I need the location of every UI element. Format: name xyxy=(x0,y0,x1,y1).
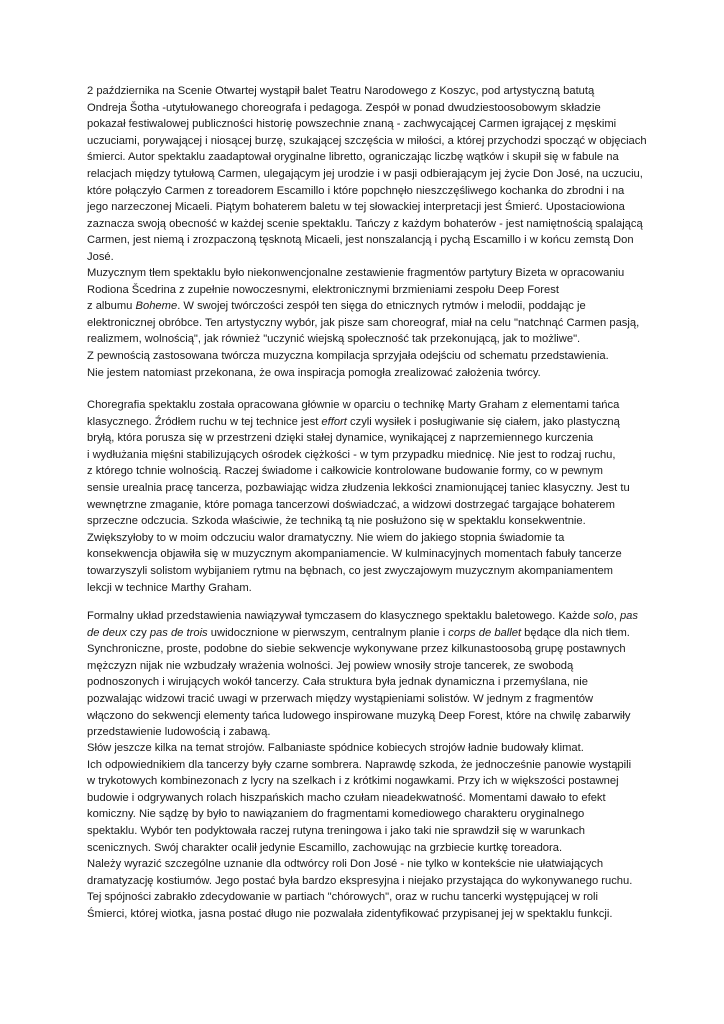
text-line xyxy=(87,133,647,150)
text-line xyxy=(87,773,647,790)
text-line xyxy=(87,513,647,530)
text-run: Formalny układ przedstawienia nawiązywał tymczasem do klasycznego spektaklu baletowego. Każde xyxy=(87,610,594,622)
text-run: Carmen, jest niemą i zrozpaczoną tęsknotą Micaeli, jest nonszalancją i pychą Escamillo i w końcu zemstą Don xyxy=(87,234,634,247)
text-line xyxy=(87,580,647,597)
text-line xyxy=(87,873,647,890)
paragraph-music xyxy=(87,265,647,381)
paragraph-formal-structure xyxy=(87,608,647,741)
text-run: czy xyxy=(126,626,150,639)
text-line xyxy=(87,463,647,480)
text-run: wewnętrzne zmaganie, które pomaga tancerzowi doświadczać, a widzowi dostrzegać targające bohaterem xyxy=(87,498,615,511)
text-line xyxy=(87,414,647,431)
text-run: Należy wyrazić szczególne uznanie dla odtwórcy roli Don José - nie tylko w kontekście nie ułatwiających xyxy=(87,858,604,871)
text-run: Zwiększyłoby to w moim odczuciu walor dramatyczny. Nie wiem do jakiego stopnia świadomie ta xyxy=(87,531,565,544)
text-line xyxy=(87,641,647,658)
text-line xyxy=(87,282,647,299)
text-line xyxy=(87,563,647,580)
text-run: konsekwencja objawiła się w muzycznym akompaniamencie. W kulminacyjnych momentach fabuły tancerze xyxy=(87,548,622,561)
text-run: uczuciami, porywającej i niosącej burzę, szukającej szczęścia w miłości, a której przychodzi spocząć w objęciach xyxy=(87,134,647,147)
italic-term: de deux xyxy=(87,626,127,639)
text-run: sensie urealnia pracę tancerza, pozbawiając widza złudzenia lekkości znamionującej taniec klasyczny. Jest tu xyxy=(87,481,630,494)
text-line xyxy=(87,757,647,774)
text-line xyxy=(87,480,647,497)
text-run: dramatyzację kostiumów. Jego postać była bardzo ekspresyjna i niejako przystająca do wykonywanego ruchu. xyxy=(87,874,633,887)
text-run: będące dla nich tłem. xyxy=(521,626,630,639)
text-run: klasycznego. Źródłem ruchu w tej technice jest xyxy=(87,415,322,428)
text-run: Tej spójności zabrakło zdecydowanie w partiach "chórowych", oraz w ruchu tancerki występującej w roli xyxy=(87,891,598,904)
text-line xyxy=(87,790,647,807)
text-line xyxy=(87,199,647,216)
text-run: jego narzeczonej Micaeli. Piątym bohaterem baletu w tej słowackiej interpretacji jest Śmierć. Upostaciowiona xyxy=(87,201,625,214)
text-run: . W swojej twórczości zespół ten sięga do etnicznych rytmów i melodii, poddając je xyxy=(177,300,586,313)
text-run: Ondreja Šotha -utytułowanego choreografa i pedagoga. Zespół w ponad dwudziestoosobowym składzie xyxy=(87,101,601,114)
italic-term: effort xyxy=(321,415,347,428)
text-run: Słów jeszcze kilka na temat strojów. Falbaniaste spódnice kobiecych strojów ładnie budowały klimat. xyxy=(87,742,584,754)
text-run: które połączyło Carmen z toreadorem Escamillo i które popchnęło nieszczęśliwego kochanka do zbrodni i na xyxy=(87,184,625,197)
text-line xyxy=(87,216,647,233)
text-line xyxy=(87,83,647,100)
text-line xyxy=(87,100,647,117)
text-run: Muzycznym tłem spektaklu było niekonwencjonalne zestawienie fragmentów partytury Bizeta w opracowaniu xyxy=(87,267,625,279)
text-run: zaznacza swoją obecność w każdej scenie spektaklu. Tańczy z każdym bohaterów - jest namiętnością spalającą xyxy=(87,217,643,230)
text-line xyxy=(87,497,647,514)
italic-term: solo xyxy=(593,610,614,622)
text-line xyxy=(87,331,647,348)
text-run: Śmierci, której wiotka, jasna postać długo nie pozwalała zidentyfikować przypisanej jej w spektaklu funkcji. xyxy=(87,907,613,920)
text-line xyxy=(87,674,647,691)
text-line xyxy=(87,265,647,282)
text-run: włączono do sekwencji elementy tańca ludowego inspirowane muzyką Deep Forest, które na chwilę zabarwiły xyxy=(87,709,631,722)
text-run: sprzeczne odczucia. Szkoda właściwie, że techniką tą nie posłużono się w spektaklu konsekwentnie. xyxy=(87,515,586,528)
text-line xyxy=(87,430,647,447)
text-run: pozwalając widzowi tracić uwagi w przerwach między wystąpieniami solistów. W jednym z fragmentów xyxy=(87,692,594,705)
text-line xyxy=(87,397,647,414)
text-run: i wydłużania mięśni stabilizujących ośrodek ciężkości - w tym przypadku miednicę. Nie jest to rodzaj ruchu, xyxy=(87,448,616,461)
text-line xyxy=(87,658,647,675)
text-line xyxy=(87,625,647,642)
text-run: uwidocznione w pierwszym, centralnym planie i xyxy=(207,626,449,639)
text-line xyxy=(87,116,647,133)
text-run: spektaklu. Wybór ten podyktowała raczej rutyna treningowa i jako taki nie sprawdził się w warunkach xyxy=(87,824,585,837)
text-run: komiczny. Nie sądzę by było to nawiązaniem do fragmentami komediowego charakteru oryginalnego xyxy=(87,808,585,821)
italic-term: corps de ballet xyxy=(448,626,522,639)
text-line xyxy=(87,249,647,266)
text-run: mężczyzn nijak nie wzbudzały wrażenia wolności. Jej powiew wnosiły stroje tancerek, ze swobodą xyxy=(87,659,574,672)
text-run: elektronicznej obróbce. Ten artystyczny wybór, jak pisze sam choreograf, miał na celu "natchnąć Carmen pasją, xyxy=(87,316,640,329)
text-run: scenicznych. Swój charakter ocalił jedynie Escamillo, zachowując na grzbiecie kurtkę toreadora. xyxy=(87,841,563,854)
text-run: podnoszonych i wirujących wokół tancerzy. Cała struktura była jednak dynamiczna i przemyślana, nie xyxy=(87,676,588,689)
text-line xyxy=(87,149,647,166)
text-line xyxy=(87,608,647,625)
text-line xyxy=(87,232,647,249)
text-run: realizmem, wolnością", jak również "uczynić wiejską społeczność tak przekonującą, jak to możliwe". xyxy=(87,333,581,346)
italic-term: Boheme xyxy=(135,300,178,313)
text-run: Nie jestem natomiast przekonana, że owa inspiracja pomogła zrealizować założenia twórcy. xyxy=(87,366,541,379)
text-run: przedstawienie ludowością i zabawą. xyxy=(87,726,271,739)
text-line xyxy=(87,530,647,547)
paragraph-costumes xyxy=(87,740,647,923)
text-run: z albumu xyxy=(87,300,136,313)
text-line xyxy=(87,708,647,725)
text-line xyxy=(87,546,647,563)
italic-term: pas xyxy=(619,610,638,622)
text-run: towarzyszyli solistom wybijaniem rytmu na bębnach, co jest zwyczajowym muzycznym akompaniamentem xyxy=(87,564,613,577)
text-run: Z pewnością zastosowana twórcza muzyczna kompilacja sprzyjała odejściu od schematu przedstawienia. xyxy=(87,349,609,362)
italic-term: pas de trois xyxy=(149,626,208,639)
text-line xyxy=(87,889,647,906)
text-line xyxy=(87,348,647,365)
text-line xyxy=(87,365,647,382)
text-line xyxy=(87,840,647,857)
text-run: z którego tchnie wolnością. Raczej świadome i całkowicie kontrolowane budowanie formy, co w pewnym xyxy=(87,465,603,478)
text-run: pokazał festiwalowej publiczności historię powszechnie znaną - zachwycającej Carmen igrającej z męskimi xyxy=(87,118,617,131)
text-line xyxy=(87,298,647,315)
text-line xyxy=(87,823,647,840)
text-line xyxy=(87,806,647,823)
text-line xyxy=(87,691,647,708)
text-run: śmierci. Autor spektaklu zaadaptował oryginalne libretto, ograniczając liczbę wątków i skupił się w fabule na xyxy=(87,151,619,164)
text-line xyxy=(87,724,647,741)
text-run: José. xyxy=(87,250,114,263)
text-run: bryłą, która porusza się w przestrzeni dzięki stałej dynamice, wynikającej z naprzemiennego kurczenia xyxy=(87,432,594,445)
text-line xyxy=(87,183,647,200)
paragraph-intro xyxy=(87,83,647,266)
text-line xyxy=(87,740,647,757)
text-line xyxy=(87,315,647,332)
text-run: w trykotowych kombinezonach z lycry na szelkach i z krótkimi nogawkami. Przy ich w większości postawnej xyxy=(87,775,619,788)
text-run: Ich odpowiednikiem dla tancerzy były czarne sombrera. Naprawdę szkoda, że jednocześnie panowie wystąpili xyxy=(87,758,632,771)
text-line xyxy=(87,166,647,183)
text-run: czyli wysiłek i posługiwanie się ciałem, jako plastyczną xyxy=(346,415,620,428)
text-run: 2 października na Scenie Otwartej wystąpił balet Teatru Narodowego z Koszyc, pod artystyczną batutą xyxy=(87,85,595,97)
text-run: lekcji w technice Marthy Graham. xyxy=(87,581,252,594)
text-run: Synchroniczne, proste, podobne do siebie sekwencje wykonywane przez kilkunastoosobą grupę postawnych xyxy=(87,643,626,656)
text-line xyxy=(87,447,647,464)
text-run: budowie i odgrywanych rolach hiszpańskich macho czułam nieadekwatność. Momentami dawało to efekt xyxy=(87,791,606,804)
text-line xyxy=(87,856,647,873)
text-run: relacjach między tytułową Carmen, ulegającym jej urodzie i w pasji odbierającym jej życie Don José, na uczuciu, xyxy=(87,167,643,180)
text-line xyxy=(87,906,647,923)
paragraph-choreography xyxy=(87,397,647,596)
text-run: Rodiona Šcedrina z zupełnie nowoczesnymi, elektronicznymi brzmieniami zespołu Deep Forest xyxy=(87,283,559,296)
text-run: , xyxy=(613,610,620,622)
text-run: Choregrafia spektaklu została opracowana głównie w oparciu o technikę Marty Graham z elementami tańca xyxy=(87,399,620,411)
